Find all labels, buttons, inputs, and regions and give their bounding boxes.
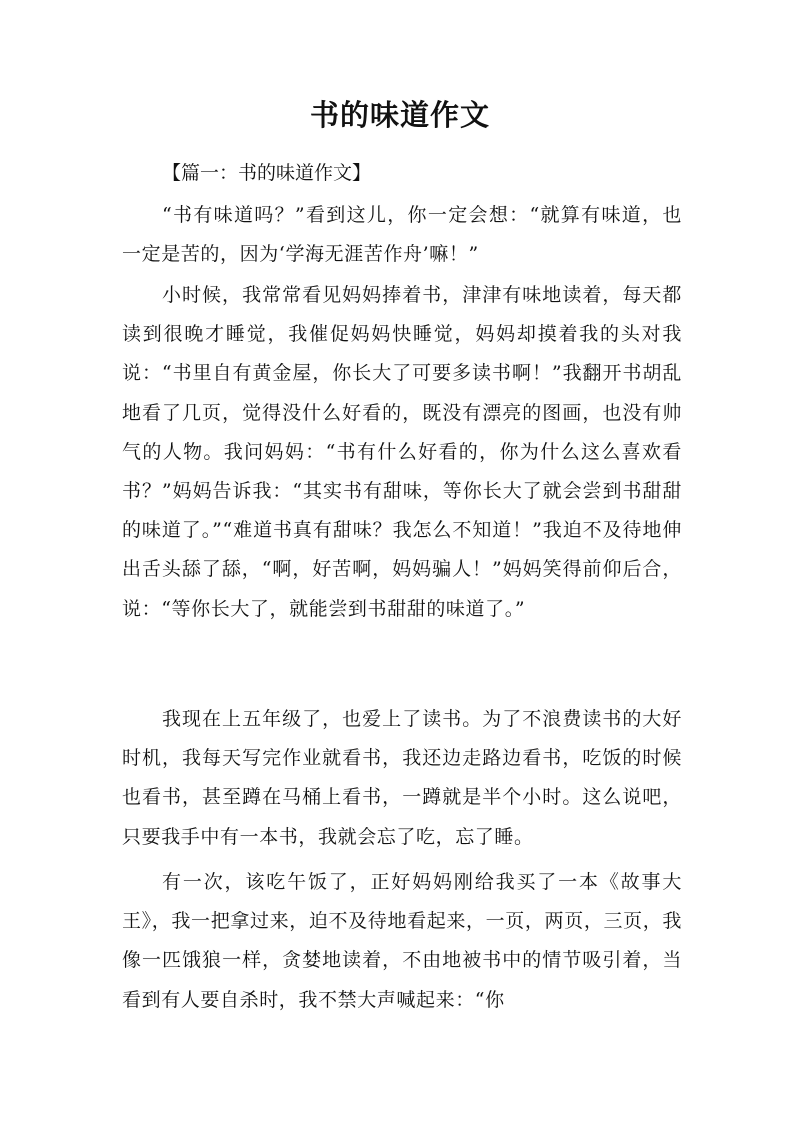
paragraph-1: “书有味道吗？”看到这儿，你一定会想：“就算有味道，也一定是苦的，因为‘学海无涯苦作舟’嘛！” bbox=[122, 204, 682, 266]
paragraph-4: 有一次，该吃午饭了，正好妈妈刚给我买了一本《故事大王》，我一把拿过来，迫不及待地看起来，一页，两页，三页，我像一匹饿狼一样，贪婪地读着，不由地被书中的情节吸引着，当看到有人要自杀时，我不禁大声喊起来：“你 bbox=[122, 871, 682, 1011]
paragraph-3: 我现在上五年级了，也爱上了读书。为了不浪费读书的大好时机，我每天写完作业就看书，我还边走路边看书，吃饭的时候也看书，甚至蹲在马桶上看书，一蹲就是半个小时。这么说吧，只要我手中有一本书，我就会忘了吃，忘了睡。 bbox=[122, 708, 682, 848]
section-heading: 【篇一：书的味道作文】 bbox=[162, 162, 372, 184]
paragraph-2: 小时候，我常常看见妈妈捧着书，津津有味地读着，每天都读到很晚才睡觉，我催促妈妈快睡觉，妈妈却摸着我的头对我说：“书里自有黄金屋，你长大了可要多读书啊！”我翻开书胡乱地看了几页，觉得没什么好看的，既没有漂亮的图画，也没有帅气的人物。我问妈妈：“书有什么好看的，你为什么这么喜欢看书？”妈妈告诉我：“其实书有甜味，等你长大了就会尝到书甜甜的味道了。”“难道书真有甜味？我怎么不知道！”我迫不及待地伸出舌头舔了舔，“啊，好苦啊，妈妈骗人！”妈妈笑得前仰后合，说：“等你长大了，就能尝到书甜甜的味道了。” bbox=[122, 284, 682, 620]
document-title: 书的味道作文 bbox=[309, 98, 490, 132]
